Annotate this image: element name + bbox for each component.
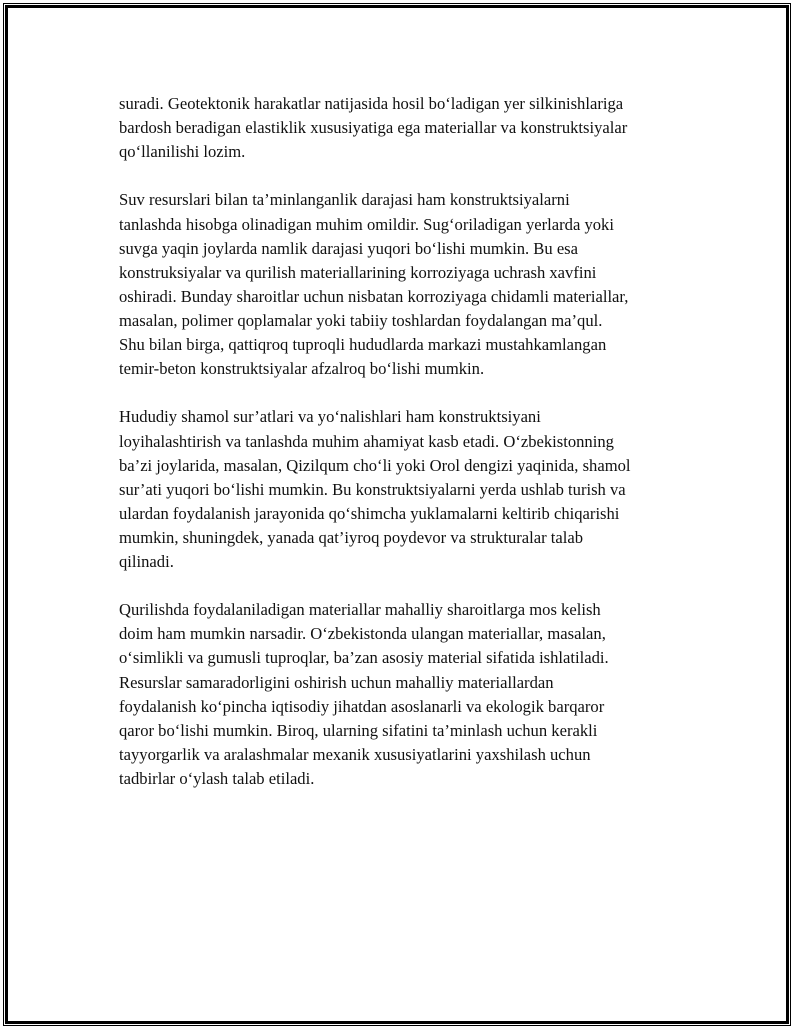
text-line: Suv resurslari bilan ta’minlanganlik darajasi ham konstruktsiyalarni <box>119 190 570 210</box>
text-line: foydalanish ko‘pincha iqtisodiy jihatdan asoslanarli va ekologik barqaror <box>119 696 605 716</box>
text-line: Hududiy shamol sur’atlari va yo‘nalishlari ham konstruktsiyani <box>119 407 541 427</box>
text-line: Shu bilan birga, qattiqroq tuproqli hududlarda markazi mustahkamlangan <box>119 335 607 355</box>
text-line: qo‘llanilishi lozim. <box>119 142 246 162</box>
text-line: Qurilishda foydalaniladigan materiallar mahalliy sharoitlarga mos kelish <box>119 600 601 620</box>
text-line: suradi. Geotektonik harakatlar natijasida hosil bo‘ladigan yer silkinishlariga <box>119 94 624 113</box>
text-line: o‘simlikli va gumusli tuproqlar, ba’zan asosiy material sifatida ishlatiladi. <box>119 648 609 668</box>
text-line: tadbirlar o‘ylash talab etiladi. <box>119 768 315 788</box>
text-line: tayyorgarlik va aralashmalar mexanik xususiyatlarini yaxshilash uchun <box>119 744 591 764</box>
text-line: Resurslar samaradorligini oshirish uchun mahalliy materiallardan <box>119 672 554 692</box>
text-line: temir-beton konstruktsiyalar afzalroq bo‘lishi mumkin. <box>119 359 485 379</box>
text-line: oshiradi. Bunday sharoitlar uchun nisbatan korroziyaga chidamli materiallar, <box>119 286 629 306</box>
paragraph-2 <box>119 188 699 381</box>
document-body <box>119 92 699 815</box>
text-line: konstruksiyalar va qurilish materiallarining korroziyaga uchrash xavfini <box>119 262 597 282</box>
paragraph-1 <box>119 92 699 164</box>
text-line: bardosh beradigan elastiklik xususiyatiga ega materiallar va konstruktsiyalar <box>119 118 628 138</box>
text-line: doim ham mumkin narsadir. O‘zbekistonda ulangan materiallar, masalan, <box>119 624 606 644</box>
text-line: qilinadi. <box>119 551 174 571</box>
paragraph-3 <box>119 405 699 574</box>
text-line: tanlashda hisobga olinadigan muhim omildir. Sug‘oriladigan yerlarda yoki <box>119 214 614 234</box>
text-line: ulardan foydalanish jarayonida qo‘shimcha yuklamalarni keltirib chiqarishi <box>119 503 620 523</box>
text-line: sur’ati yuqori bo‘lishi mumkin. Bu konstruktsiyalarni yerda ushlab turish va <box>119 479 626 499</box>
paragraph-4 <box>119 598 699 791</box>
text-line: loyihalashtirish va tanlashda muhim ahamiyat kasb etadi. O‘zbekistonning <box>119 431 614 451</box>
text-line: suvga yaqin joylarda namlik darajasi yuqori bo‘lishi mumkin. Bu esa <box>119 238 579 258</box>
text-line: mumkin, shuningdek, yanada qat’iyroq poydevor va strukturalar talab <box>119 527 584 547</box>
text-line: qaror bo‘lishi mumkin. Biroq, ularning sifatini ta’minlash uchun kerakli <box>119 720 598 740</box>
text-line: ba’zi joylarida, masalan, Qizilqum cho‘li yoki Orol dengizi yaqinida, shamol <box>119 455 631 475</box>
text-line: masalan, polimer qoplamalar yoki tabiiy toshlardan foydalangan ma’qul. <box>119 310 603 330</box>
